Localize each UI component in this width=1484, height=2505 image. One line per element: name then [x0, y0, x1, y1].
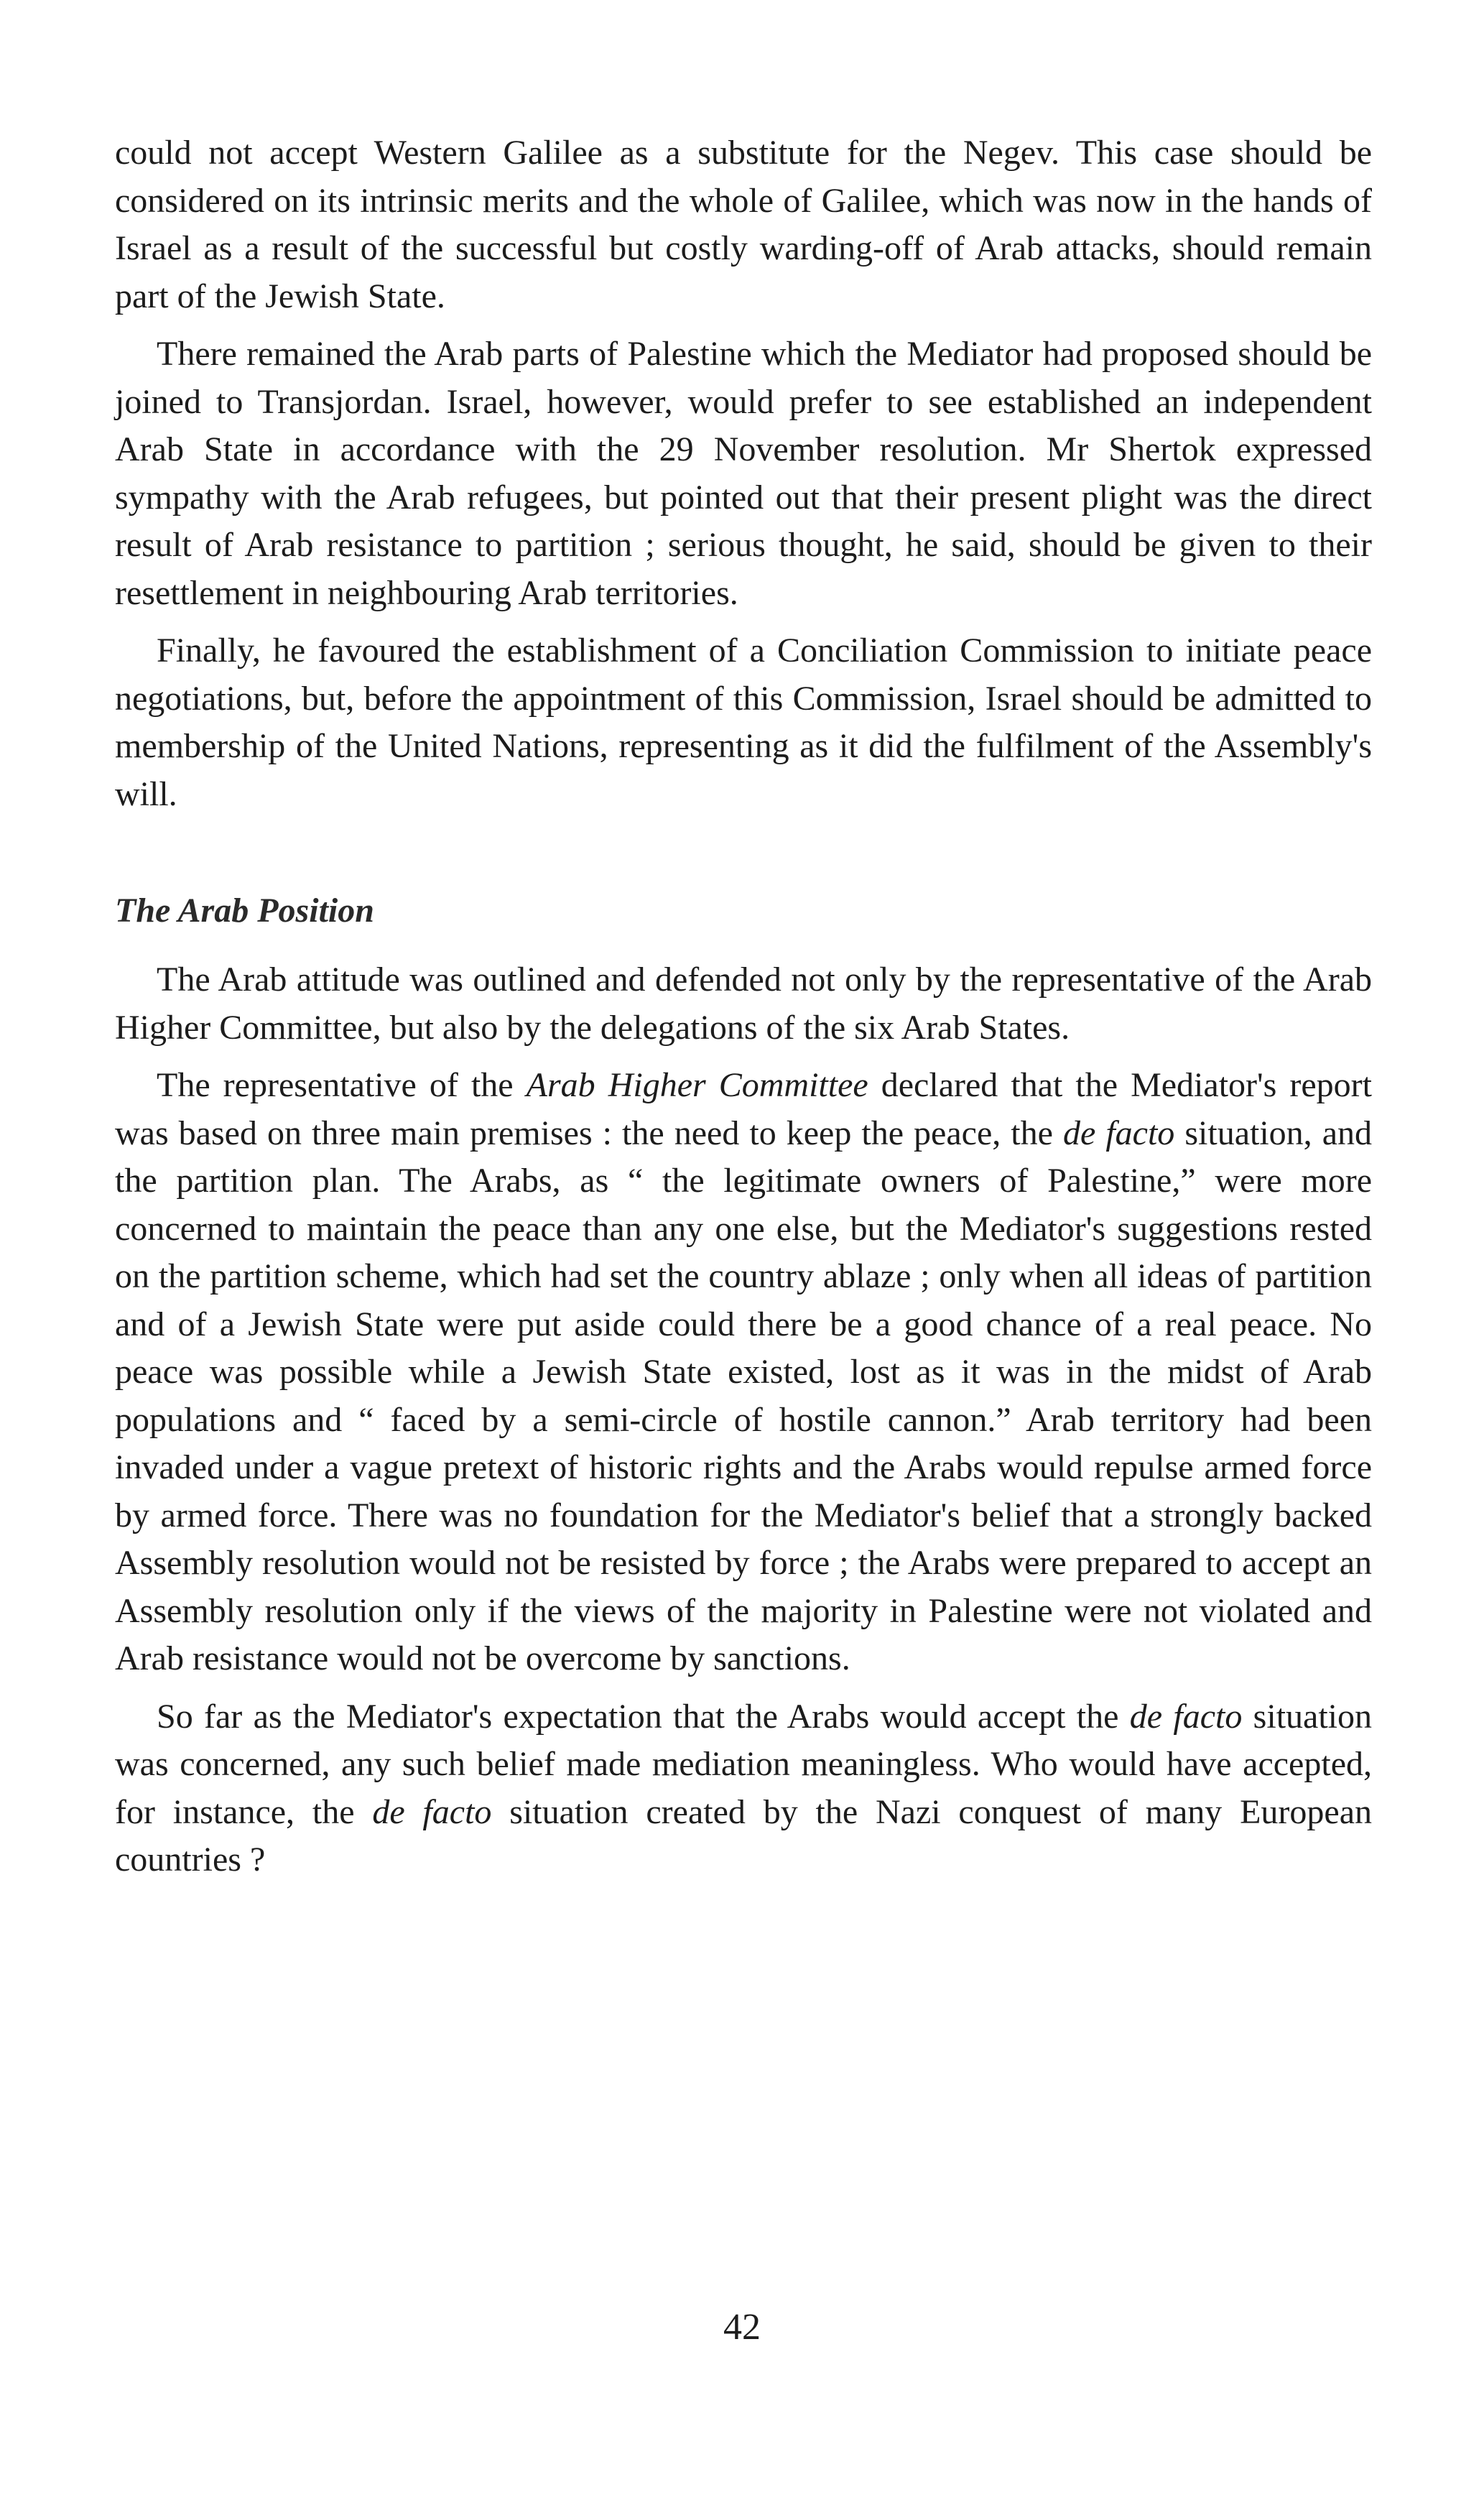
text-run: situation, and the partition plan. The Arabs, as “ the legitimate owners of Palestine,” were more concerned to maintain the peace than any one else, but the Mediator's suggestions rested on the partition scheme, which had set the country ablaze ; only when all ideas of partition and of a Jewish State were put aside could there be a good chance of a real peace. No peace was possible while a Jewish State existed, lost as it was in the midst of Arab populations and “ faced by a semi-circle of hostile cannon.” Arab territory had been invaded under a vague pretext of historic rights and the Arabs would repulse armed force by armed force. There was no foundation for the Mediator's belief that a strongly backed Assembly resolution would not be resisted by force ; the Arabs were prepared to accept an Assembly resolution only if the views of the majority in Palestine were not violated and Arab resistance would not be overcome by sanctions. — [115, 1113, 1373, 1677]
italic-phrase: de facto — [372, 1792, 492, 1831]
page-number: 42 — [723, 2307, 761, 2348]
italic-phrase: de facto — [1062, 1113, 1175, 1152]
page-body — [115, 129, 1372, 1884]
paragraph-p5 — [115, 1062, 1372, 1683]
text-block-top — [115, 129, 1372, 818]
italic-phrase: Arab Higher Committee — [526, 1066, 868, 1104]
italic-phrase: de facto — [1129, 1697, 1243, 1736]
text-run: The Arab attitude was outlined and defended not only by the representative of the Arab Higher Committee, but also by the delegations of the six Arab States. — [115, 960, 1372, 1047]
text-run: situation created by the Nazi conquest of many European countries ? — [115, 1792, 1372, 1879]
text-run: declared that the Mediator's report was based on three main premises : the need to keep the peace, the — [115, 1066, 1372, 1152]
paragraph-p4 — [115, 956, 1372, 1052]
section-heading: The Arab Position — [115, 892, 374, 930]
text-run: There remained the Arab parts of Palestine which the Mediator had proposed should be joined to Transjordan. Israel, however, would prefer to see established an independent Arab State in accordance with the 29 November resolution. Mr Shertok expressed sympathy with the Arab refugees, but pointed out that their present plight was the direct result of Arab resistance to partition ; serious thought, he said, should be given to their resettlement in neighbouring Arab territories. — [115, 335, 1372, 612]
paragraph-p6 — [115, 1693, 1372, 1884]
text-run: Finally, he favoured the establishment of a Conciliation Commission to initiate peace negotiations, but, before the appointment of this Commission, Israel should be admitted to membership of the United Nations, representing as it did the fulfilment of the Assembly's will. — [115, 631, 1372, 813]
text-run: So far as the Mediator's expectation that the Arabs would accept the — [157, 1697, 1130, 1736]
text-run: situation was concerned, any such belief made mediation meaningless. Who would have accepted, for instance, the — [115, 1697, 1373, 1831]
text-block-bottom — [115, 956, 1372, 1884]
paragraph-p3 — [115, 627, 1372, 818]
text-run: could not accept Western Galilee as a substitute for the Negev. This case should be considered on its intrinsic merits and the whole of Galilee, which was now in the hands of Israel as a result of the successful but costly warding-off of Arab attacks, should remain part of the Jewish State. — [115, 134, 1372, 315]
paragraph-p1 — [115, 129, 1372, 320]
paragraph-p2 — [115, 330, 1372, 617]
text-run: The representative of the — [157, 1066, 527, 1104]
